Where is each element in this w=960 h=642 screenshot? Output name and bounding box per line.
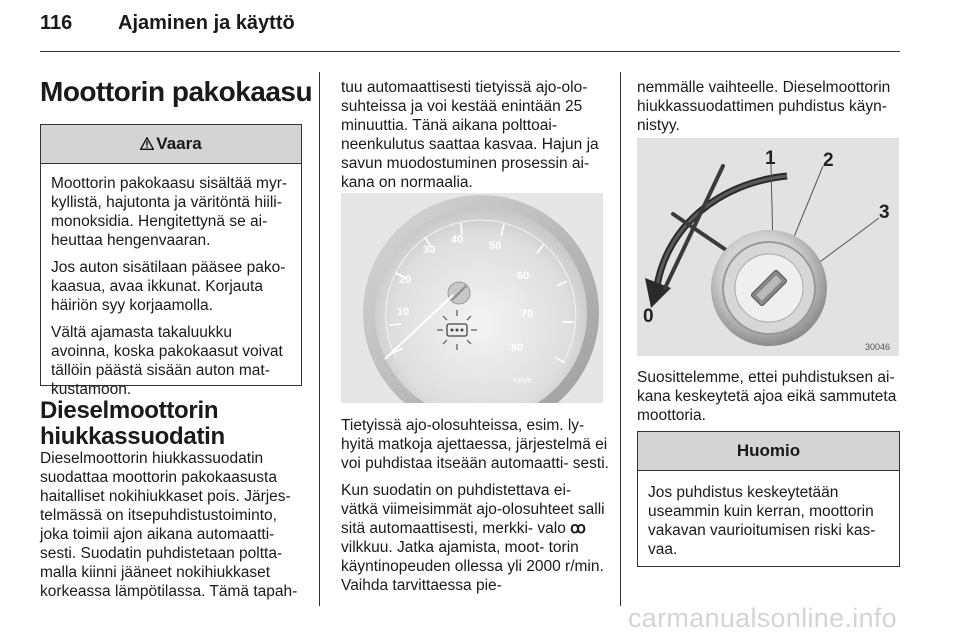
- notice-box: [637, 431, 900, 567]
- column-2-top-text: tuu automaattisesti tietyissä ajo-olo- suhteissa ja voi kestää enintään 25 minuuttia. Tänä aikana polttoai- neenkulutus saattaa kasvaa. Hajun ja savun muodostuminen prosessin ai- kana on normaalia.: [341, 79, 599, 191]
- speed-label: 80: [511, 342, 524, 354]
- notice-box-body: Jos puhdistus keskeytetään useammin kuin kerran, moottorin vakavan vaurioitumisen riski kas- vaa.: [648, 484, 876, 558]
- position-label: 2: [823, 150, 834, 171]
- header-divider: [40, 51, 900, 52]
- paragraph-text-after-icon: vilkkuu. Jatka ajamista, moot- torin käyntinopeuden ollessa yli 2000 r/min. Vaihda tarvittaessa pie-: [341, 539, 604, 594]
- column-3-mid-text: Suosittelemme, ettei puhdistuksen ai- kana keskeytetä ajoa eikä sammuteta moottoria.: [637, 369, 897, 424]
- column-divider-2: [620, 72, 621, 606]
- needle-hub-icon: [448, 282, 470, 304]
- speedometer-figure: [341, 193, 603, 403]
- filter-warning-icon: ꝏ: [570, 520, 585, 537]
- warning-box: [40, 124, 302, 398]
- ignition-switch-figure: [637, 138, 899, 356]
- speed-label: 70: [521, 308, 534, 320]
- speed-label: 50: [489, 240, 502, 252]
- column-1-text: Dieselmoottorin hiukkassuodatin suodattaa moottorin pakokaasusta haitalliset nokihiukkaset pois. Järjes- telmässä on itsepuhdistustoiminto, joka toimii ajon aikana automaatti- sesti. Suodatin puhdistetaan poltta- malla kiinni jääneet nokihiukkaset korkeassa lämpötilassa. Tämä tapah-: [40, 450, 298, 600]
- page-number: 116: [40, 12, 73, 34]
- warning-box-header: [41, 125, 301, 164]
- diesel-particulate-filter-icon: [437, 310, 477, 350]
- section-title: Moottorin pakokaasu: [40, 76, 313, 107]
- speed-label: 10: [397, 306, 410, 318]
- paragraph-text-before-icon: Kun suodatin on puhdistettava ei- vätkä viimeisimmät ajo-olosuhteet salli sitä automaattisesti, merkki- valo: [341, 482, 605, 537]
- warning-box-title: Vaara: [156, 134, 202, 153]
- position-label: 3: [879, 202, 890, 223]
- column-2-bottom-text: [341, 416, 611, 603]
- notice-box-title: Huomio: [638, 432, 899, 471]
- warning-paragraph: Moottorin pakokaasu sisältää myr- kyllistä, hajutonta ja väritöntä hiili- monoksidia. Hengitettynä se ai- heuttaa hengenvaaran.: [51, 175, 288, 249]
- warning-paragraph: Vältä ajamasta takaluukku avoinna, koska pakokaasut voivat tällöin päästä sisään auton mat- kustamoon.: [51, 324, 283, 398]
- position-label: 1: [765, 148, 776, 169]
- speed-label: 20: [399, 274, 412, 286]
- column-divider-1: [319, 72, 320, 606]
- column-2-paragraph: [341, 481, 611, 595]
- position-label: 0: [643, 306, 654, 327]
- warning-box-body: [41, 164, 301, 399]
- watermark-text: carmanualsonline.info: [628, 603, 897, 633]
- column-2-paragraph: Tietyissä ajo-olosuhteissa, esim. ly- hyitä matkoja ajettaessa, järjestelmä ei voi puhdistaa itseään automaatti- sesti.: [341, 417, 609, 472]
- warning-paragraph: Jos auton sisätilaan pääsee pako- kaasua, avaa ikkunat. Korjauta häiriön syy korjaamolla.: [51, 259, 286, 314]
- subsection-title: Dieselmoottorin hiukkassuodatin: [40, 397, 225, 450]
- warning-triangle-icon: [140, 126, 154, 164]
- speed-label: 40: [451, 234, 464, 246]
- speed-label: 60: [517, 270, 530, 282]
- speed-label: 30: [423, 244, 436, 256]
- figure-code: 30046: [865, 342, 891, 352]
- column-3-top-text: nemmälle vaihteelle. Dieselmoottorin hiukkassuodattimen puhdistus käyn- nistyy.: [637, 79, 891, 134]
- chapter-title: Ajaminen ja käyttö: [118, 12, 295, 34]
- speed-unit: Km/h: [513, 376, 532, 385]
